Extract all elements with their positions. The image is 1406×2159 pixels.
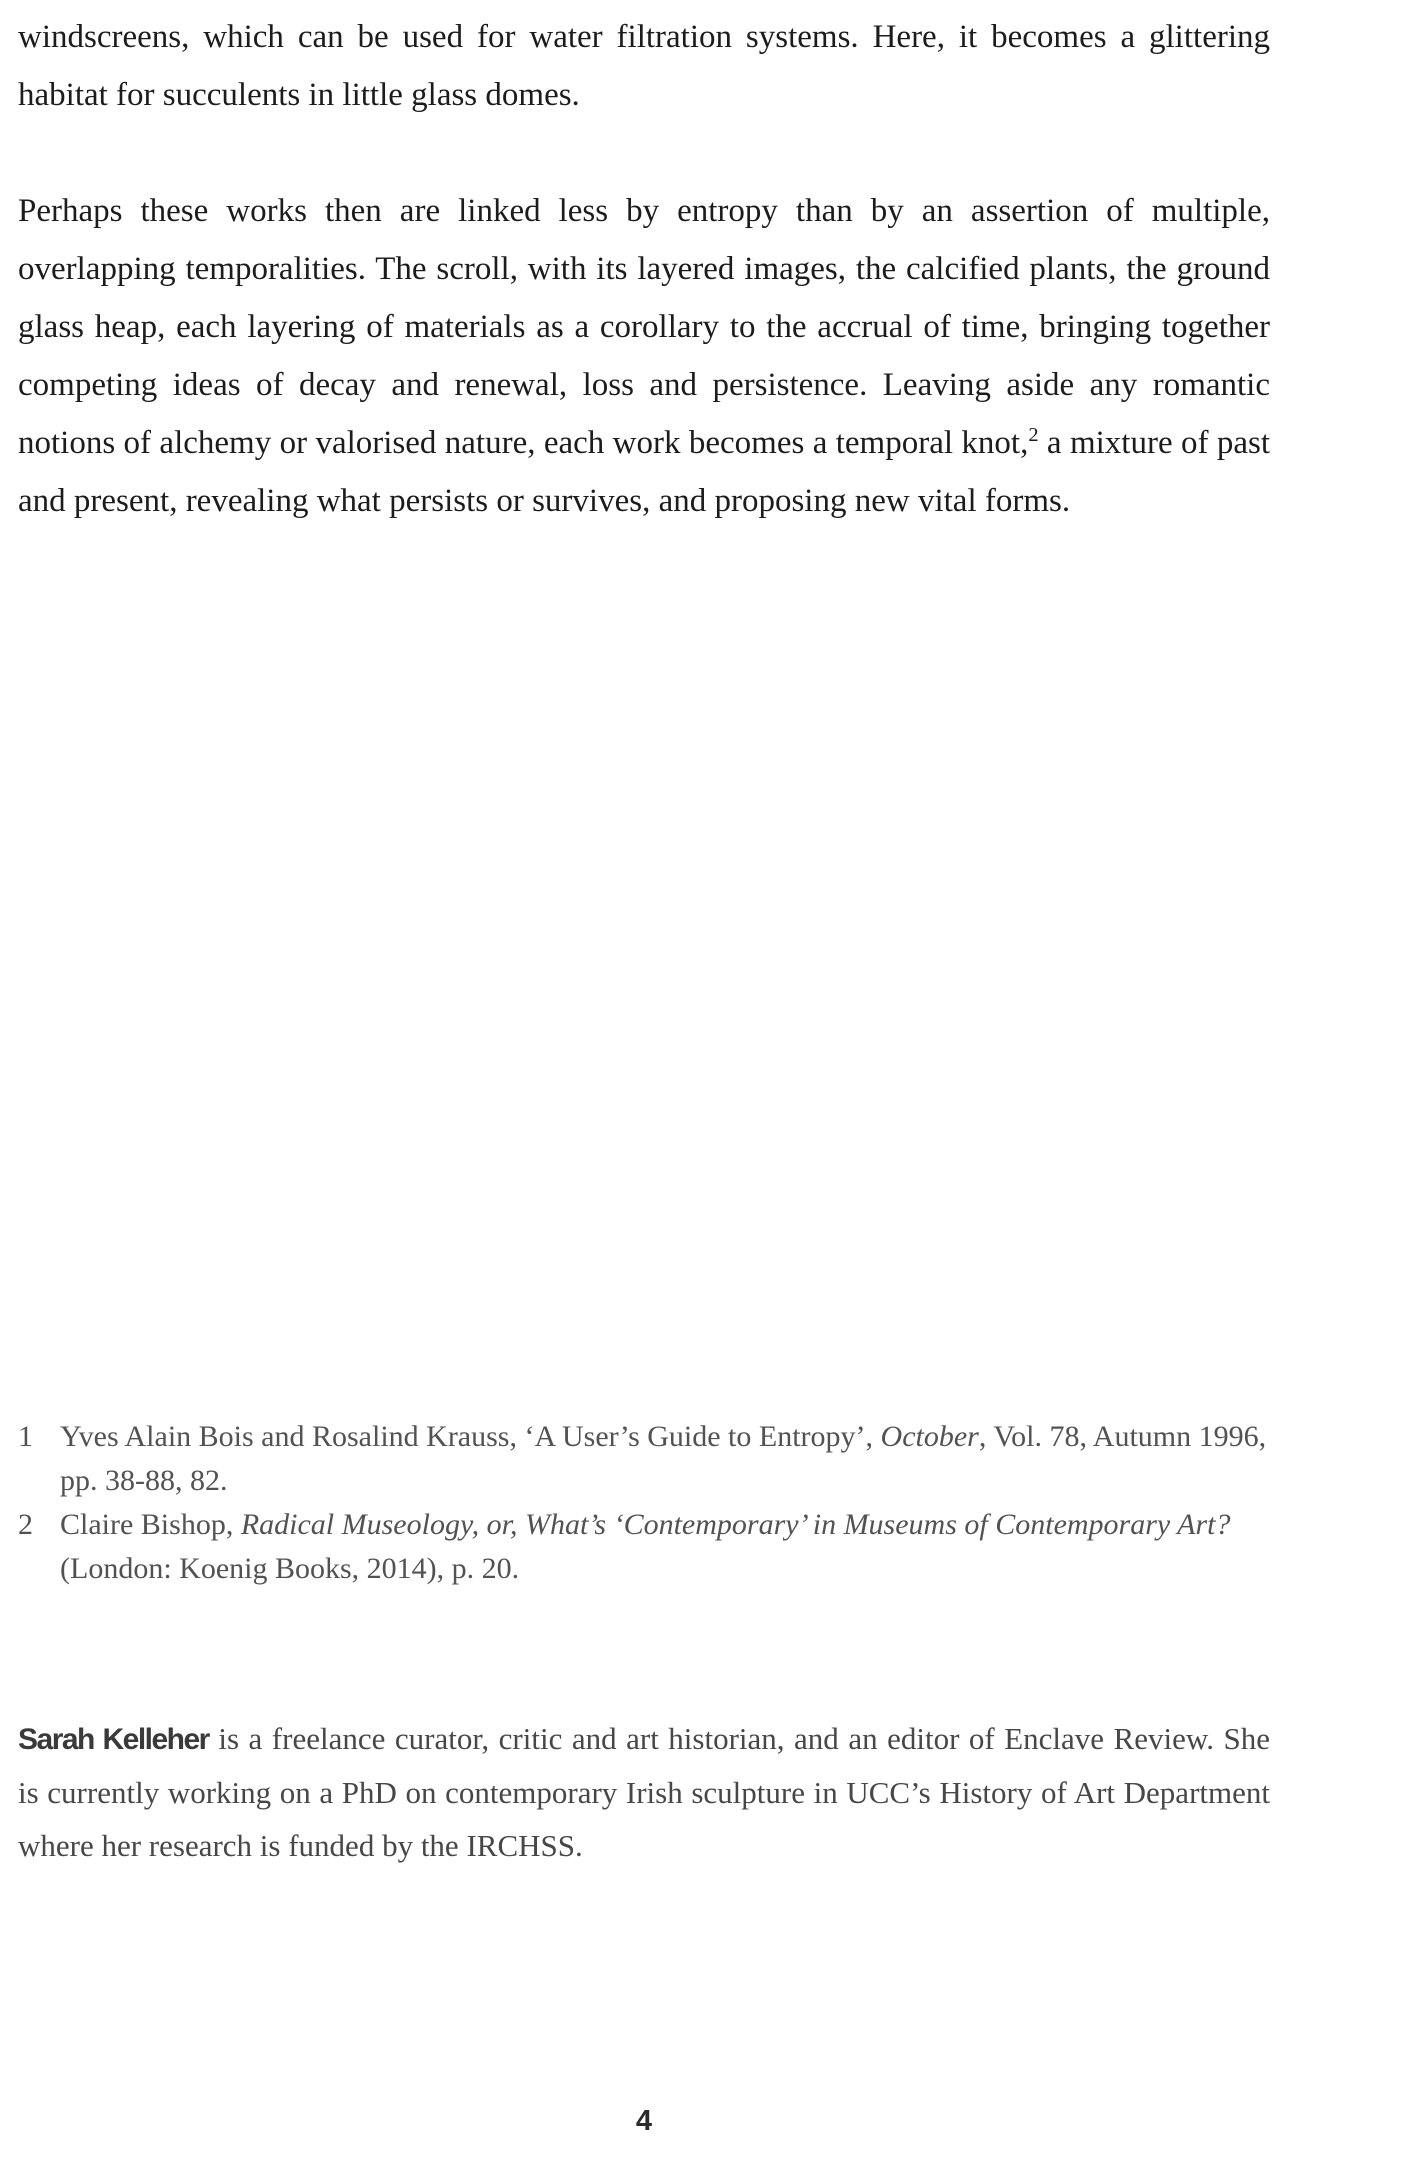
author-bio xyxy=(18,1712,1270,1872)
footnote-italic-title: October xyxy=(880,1420,979,1453)
footnote-reference-marker: 2 xyxy=(1028,424,1039,446)
footnote-1 xyxy=(18,1415,1270,1503)
bio-text: is a freelance curator, critic and art historian, and an editor of Enclave Review. She is currently working on a PhD on contemporary Irish sculpture in UCC’s History of Art Department where her research is funded by the IRCHSS. xyxy=(18,1721,1270,1863)
footnotes-section xyxy=(18,1415,1270,1591)
footnote-2 xyxy=(18,1503,1270,1591)
footnote-text: Yves Alain Bois and Rosalind Krauss, ‘A User’s Guide to Entropy’, xyxy=(60,1420,881,1453)
footnote-italic-title: Radical Museology, or, What’s ‘Contemporary’ in Museums of Contemporary Art? xyxy=(240,1508,1231,1541)
footnote-text: , Vol. 78, Autumn 1996, pp. 38-88, 82. xyxy=(60,1420,1267,1497)
page-number: 4 xyxy=(635,2105,653,2137)
paragraph-text-before-note: Perhaps these works then are linked less by entropy than by an assertion of multiple, overlapping temporalities. The scroll, with its layered images, the calcified plants, the ground glass heap, each layering of materials as a corollary to the accrual of time, bringing together competing ideas of decay and renewal, loss and persistence. Leaving aside any romantic notions of alchemy or valorised nature, each work becomes a temporal knot, xyxy=(18,193,1270,461)
footnote-number: 2 xyxy=(18,1508,33,1541)
footnote-text: (London: Koenig Books, 2014), p. 20. xyxy=(60,1552,520,1585)
footnote-number: 1 xyxy=(18,1420,33,1453)
body-paragraph-1: windscreens, which can be used for water filtration systems. Here, it becomes a glittering habitat for succulents in little glass domes. xyxy=(18,19,1270,113)
paragraph-text-after-note: a mixture of past and present, revealing what persists or survives, and proposing new vital forms. xyxy=(18,425,1270,519)
footnote-text: Claire Bishop, xyxy=(60,1508,241,1541)
author-name: Sarah Kelleher xyxy=(18,1723,209,1756)
body-paragraph-2 xyxy=(18,182,1270,530)
